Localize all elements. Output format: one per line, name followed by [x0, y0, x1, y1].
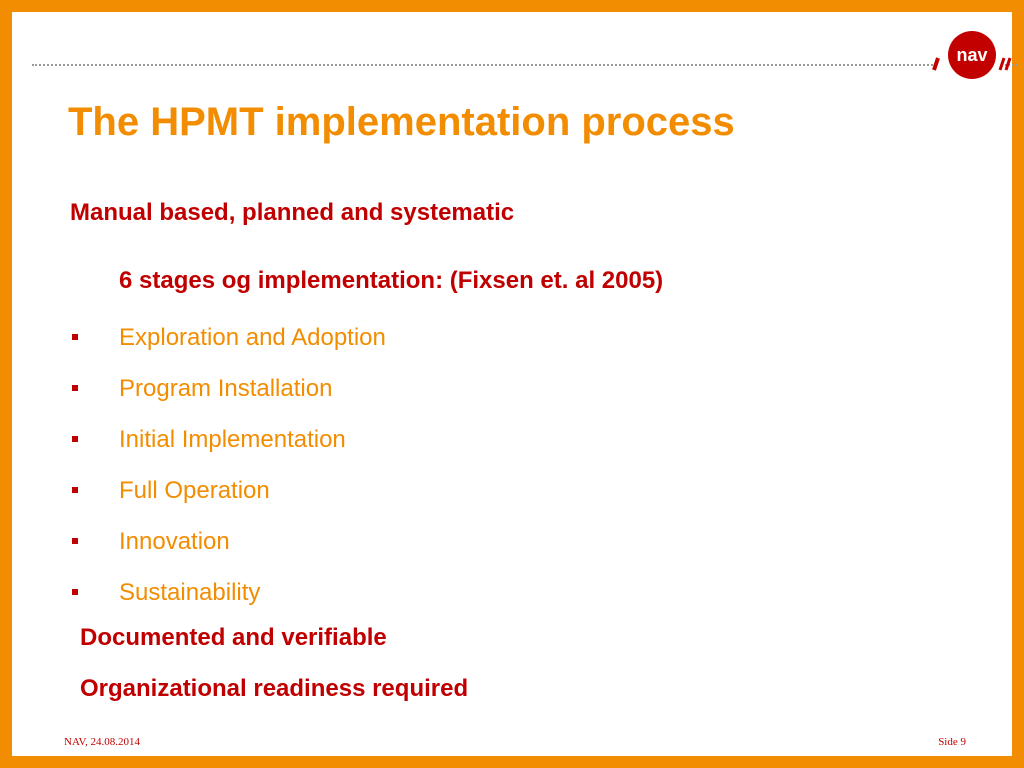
stage-label: Initial Implementation: [119, 426, 346, 453]
stage-label: Sustainability: [119, 579, 261, 606]
footer-page-number: Side 9: [938, 736, 966, 748]
bullet-square-icon: [72, 538, 78, 544]
point-documented: Documented and verifiable: [80, 624, 387, 651]
bullet-square-icon: [72, 385, 78, 391]
bullet-square-icon: [72, 334, 78, 340]
point-readiness: Organizational readiness required: [80, 675, 469, 702]
stages-heading: 6 stages og implementation: (Fixsen et. al 2005): [119, 267, 664, 294]
slide-title: The HPMT implementation process: [68, 100, 735, 144]
logo-text: nav: [956, 45, 988, 65]
bullet-square-icon: [72, 589, 78, 595]
bullet-square-icon: [72, 436, 78, 442]
header-divider: [32, 64, 937, 66]
nav-logo-icon: [930, 28, 1022, 80]
stage-label: Exploration and Adoption: [119, 324, 386, 351]
stage-label: Innovation: [119, 528, 230, 555]
slide-subtitle: Manual based, planned and systematic: [70, 199, 515, 226]
bullet-square-icon: [72, 487, 78, 493]
stage-label: Program Installation: [119, 375, 333, 402]
footer-left: NAV, 24.08.2014: [64, 736, 140, 748]
stage-label: Full Operation: [119, 477, 270, 504]
